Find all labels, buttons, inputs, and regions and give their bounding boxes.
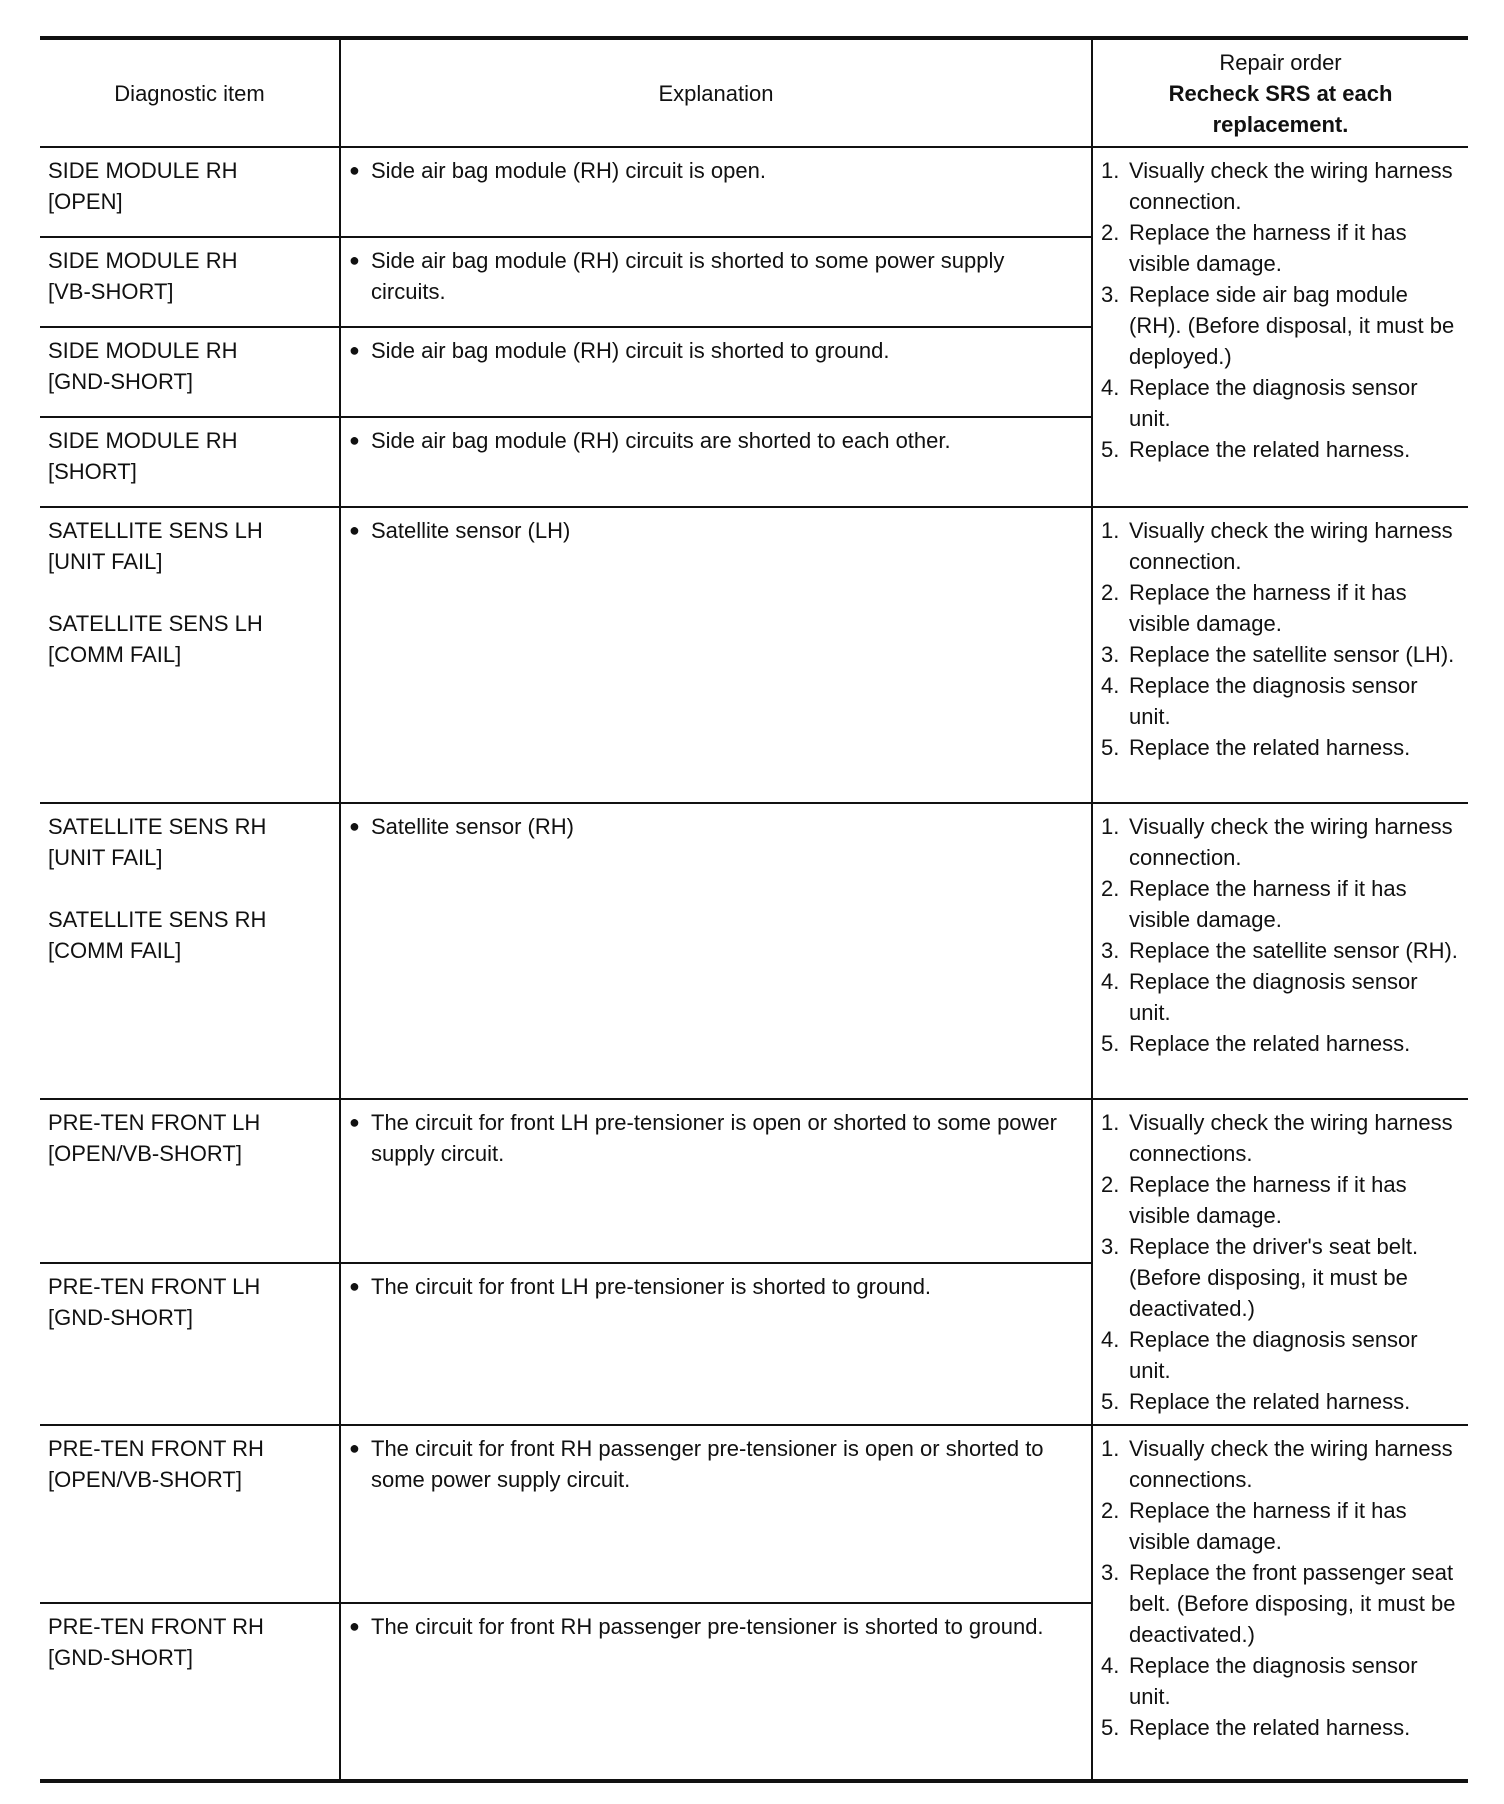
explanation-text: The circuit for front LH pre-tensioner is shorted to ground. [371, 1274, 932, 1299]
repair-step: 1. Visually check the wiring harness connection. [1101, 158, 1453, 214]
diagnostic-item-name: PRE-TEN FRONT RH [48, 1436, 264, 1461]
header-repair-order [1092, 38, 1468, 147]
explanation-text: Satellite sensor (RH) [371, 814, 574, 839]
repair-step: 3. Replace the satellite sensor (RH). [1101, 938, 1458, 963]
repair-order-cell [1092, 803, 1468, 1099]
repair-steps [1101, 515, 1460, 763]
diagnostic-item-cell [40, 1425, 340, 1603]
repair-step: 4. Replace the diagnosis sensor unit. [1101, 375, 1418, 431]
diagnostic-item-cell [40, 237, 340, 327]
repair-step: 4. Replace the diagnosis sensor unit. [1101, 969, 1418, 1025]
diagnostic-item-name: SIDE MODULE RH [48, 248, 238, 273]
bullet-icon: ● [349, 1616, 360, 1636]
repair-step: 3. Replace the driver's seat belt. (Before disposing, it must be deactivated.) [1101, 1234, 1419, 1321]
diagnostic-item-code: [OPEN/VB-SHORT] [48, 1467, 242, 1492]
diagnostic-item-name: SATELLITE SENS LH [48, 518, 263, 543]
diagnostic-item-name: SATELLITE SENS RH [48, 907, 267, 932]
repair-step: 5. Replace the related harness. [1101, 1031, 1411, 1056]
explanation-text: Side air bag module (RH) circuit is shorted to ground. [371, 338, 890, 363]
repair-step: 2. Replace the harness if it has visible damage. [1101, 580, 1407, 636]
bullet-icon: ● [349, 1438, 360, 1458]
diagnostic-item-code: [COMM FAIL] [48, 642, 182, 667]
diagnostic-item-cell [40, 417, 340, 507]
explanation-cell [340, 1425, 1092, 1603]
diagnostic-item-code: [OPEN/VB-SHORT] [48, 1141, 242, 1166]
diagnostic-item-code: [VB-SHORT] [48, 279, 174, 304]
explanation-cell [340, 417, 1092, 507]
explanation-cell [340, 237, 1092, 327]
repair-step: 4. Replace the diagnosis sensor unit. [1101, 1653, 1418, 1709]
repair-step: 2. Replace the harness if it has visible damage. [1101, 220, 1407, 276]
explanation-text: The circuit for front RH passenger pre-tensioner is shorted to ground. [371, 1614, 1044, 1639]
diagnostic-item-name: SIDE MODULE RH [48, 428, 238, 453]
repair-step: 3. Replace the satellite sensor (LH). [1101, 642, 1455, 667]
diagnostic-item-cell [40, 147, 340, 237]
header-repair-order-title: Repair order [1219, 49, 1342, 75]
explanation-text: Side air bag module (RH) circuits are shorted to each other. [371, 428, 951, 453]
repair-steps [1101, 1433, 1460, 1743]
repair-step: 2. Replace the harness if it has visible damage. [1101, 876, 1407, 932]
diagnostic-item-cell [40, 327, 340, 417]
repair-step: 5. Replace the related harness. [1101, 437, 1411, 462]
bullet-icon: ● [349, 340, 360, 360]
diagnostic-item-name: SATELLITE SENS RH [48, 814, 267, 839]
repair-step: 5. Replace the related harness. [1101, 735, 1411, 760]
bullet-icon: ● [349, 520, 360, 540]
bullet-icon: ● [349, 816, 360, 836]
repair-step: 1. Visually check the wiring harness connections. [1101, 1436, 1453, 1492]
table-header-row [40, 38, 1468, 147]
explanation-text: Satellite sensor (LH) [371, 518, 571, 543]
diagnostic-item-name: SIDE MODULE RH [48, 338, 238, 363]
bullet-icon: ● [349, 430, 360, 450]
repair-steps [1101, 811, 1460, 1059]
explanation-cell [340, 1099, 1092, 1263]
diagnostic-item-name: PRE-TEN FRONT LH [48, 1110, 261, 1135]
repair-steps [1101, 1107, 1460, 1417]
repair-step: 3. Replace the front passenger seat belt. (Before disposing, it must be deactivated.) [1101, 1560, 1456, 1647]
repair-step: 2. Replace the harness if it has visible damage. [1101, 1172, 1407, 1228]
diagnostic-item-code: [UNIT FAIL] [48, 845, 163, 870]
table-row [40, 803, 1468, 1099]
repair-step: 2. Replace the harness if it has visible damage. [1101, 1498, 1407, 1554]
diagnostic-table [40, 36, 1468, 1783]
repair-step: 4. Replace the diagnosis sensor unit. [1101, 673, 1418, 729]
bullet-icon: ● [349, 250, 360, 270]
explanation-text: Side air bag module (RH) circuit is shorted to some power supply circuits. [371, 248, 1005, 304]
explanation-cell [340, 1603, 1092, 1781]
diagnostic-item-code: [UNIT FAIL] [48, 549, 163, 574]
explanation-text: The circuit for front LH pre-tensioner is open or shorted to some power supply circuit. [371, 1110, 1057, 1166]
explanation-cell [340, 803, 1092, 1099]
diagnostic-item-cell [40, 1263, 340, 1425]
header-diagnostic-item: Diagnostic item [40, 38, 340, 147]
repair-order-cell [1092, 507, 1468, 803]
diagnostic-item-name: SIDE MODULE RH [48, 158, 238, 183]
diagnostic-item-cell [40, 803, 340, 1099]
table-row [40, 1099, 1468, 1263]
diagnostic-item-name: PRE-TEN FRONT RH [48, 1614, 264, 1639]
diagnostic-item-code: [GND-SHORT] [48, 1645, 194, 1670]
explanation-cell [340, 327, 1092, 417]
repair-step: 5. Replace the related harness. [1101, 1715, 1411, 1740]
explanation-text: The circuit for front RH passenger pre-tensioner is open or shorted to some power supply circuit. [371, 1436, 1044, 1492]
table-row [40, 147, 1468, 237]
explanation-cell [340, 507, 1092, 803]
bullet-icon: ● [349, 1276, 360, 1296]
repair-step: 3. Replace side air bag module (RH). (Before disposal, it must be deployed.) [1101, 282, 1455, 369]
bullet-icon: ● [349, 160, 360, 180]
table-row [40, 1425, 1468, 1603]
diagnostic-item-code: [COMM FAIL] [48, 938, 182, 963]
bullet-icon: ● [349, 1112, 360, 1132]
repair-step: 1. Visually check the wiring harness connections. [1101, 1110, 1453, 1166]
diagnostic-item-code: [OPEN] [48, 189, 123, 214]
table-row [40, 507, 1468, 803]
diagnostic-item-cell [40, 1603, 340, 1781]
repair-order-cell [1092, 147, 1468, 507]
repair-step: 1. Visually check the wiring harness connection. [1101, 814, 1453, 870]
repair-steps [1101, 155, 1460, 465]
diagnostic-item-cell [40, 1099, 340, 1263]
explanation-text: Side air bag module (RH) circuit is open. [371, 158, 766, 183]
repair-order-cell [1092, 1425, 1468, 1781]
diagnostic-item-name: SATELLITE SENS LH [48, 611, 263, 636]
diagnostic-item-code: [GND-SHORT] [48, 369, 194, 394]
diagnostic-item-name: PRE-TEN FRONT LH [48, 1274, 261, 1299]
header-explanation: Explanation [340, 38, 1092, 147]
header-repair-order-note-line1: Recheck SRS at each [1168, 80, 1393, 106]
diagnostic-item-code: [SHORT] [48, 459, 137, 484]
diagnostic-item-cell [40, 507, 340, 803]
repair-step: 1. Visually check the wiring harness connection. [1101, 518, 1453, 574]
repair-step: 4. Replace the diagnosis sensor unit. [1101, 1327, 1418, 1383]
explanation-cell [340, 1263, 1092, 1425]
diagnostic-item-code: [GND-SHORT] [48, 1305, 194, 1330]
header-repair-order-note-line2: replacement. [1212, 111, 1349, 137]
repair-step: 5. Replace the related harness. [1101, 1389, 1411, 1414]
explanation-cell [340, 147, 1092, 237]
repair-order-cell [1092, 1099, 1468, 1425]
